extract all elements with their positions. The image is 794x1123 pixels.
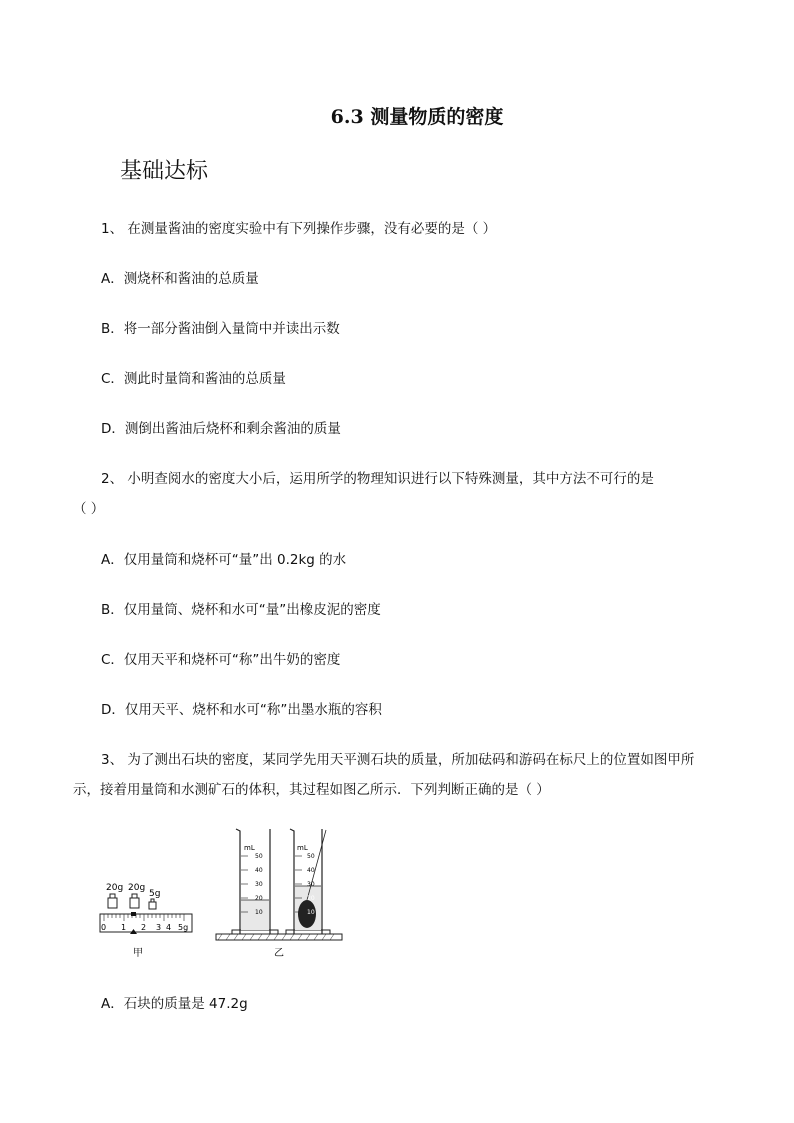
scale-tick-2: 2 [141,923,147,932]
cylinder-2-tick-30: 30 [307,881,315,888]
question-3-stem-line2: 示，接着用量筒和水测矿石的体积，其过程如图乙所示．下列判断正确的是（ ） [73,782,550,798]
question-2-stem-line2: （ ） [73,501,105,517]
cylinder-2-tick-40: 40 [307,867,315,874]
question-2-stem-line1: 2、 小明查阅水的密度大小后，运用所学的物理知识进行以下特殊测量，其中方法不可行的是 [101,471,654,487]
question-1-stem: 1、 在测量酱油的密度实验中有下列操作步骤，没有必要的是（ ） [101,221,497,237]
question-2-option-b: B．仅用量筒、烧杯和水可“量”出橡皮泥的密度 [101,602,381,618]
question-1-option-a: A．测烧杯和酱油的总质量 [101,271,259,287]
weight-5g [149,899,156,909]
scale-tick-1: 1 [121,923,127,932]
weight-20g-1 [108,894,117,908]
section-heading: 基础达标 [120,159,209,184]
question-1-option-c: C．测此时量筒和酱油的总质量 [101,371,286,387]
scale-tick-0: 0 [101,923,107,932]
cylinder-2-tick-50: 50 [307,853,315,860]
scale-tick-3: 3 [156,923,162,932]
question-3-option-a: A．石块的质量是 47.2g [101,996,248,1012]
weight-20g-2 [130,894,139,908]
question-2-option-c: C．仅用天平和烧杯可“称”出牛奶的密度 [101,652,341,668]
cylinder-2-tick-10: 10 [307,909,315,916]
cylinder-1-tick-10: 10 [255,909,263,916]
weight-label-3: 5g [149,889,161,899]
cylinder-1-tick-20: 20 [255,895,263,902]
figure-label-yi: 乙 [274,948,284,959]
base-hatching [218,934,334,940]
question-1-option-d: D．测倒出酱油后烧杯和剩余酱油的质量 [101,421,341,437]
weight-label-1: 20g [106,883,124,893]
rider-marker [131,912,136,916]
cylinder-1-tick-30: 30 [255,881,263,888]
cylinder-2-tick-20: 20 [307,895,315,902]
cylinder-1-tick-40: 40 [255,867,263,874]
experiment-figure [98,826,358,966]
cylinder-1-tick-50: 50 [255,853,263,860]
balance-and-cylinders-diagram [98,826,358,966]
question-2-option-a: A．仅用量筒和烧杯可“量”出 0.2kg 的水 [101,552,347,568]
weight-label-2: 20g [128,883,146,893]
figure-label-jia: 甲 [133,948,143,959]
question-2-option-d: D．仅用天平、烧杯和水可“称”出墨水瓶的容积 [101,702,382,718]
cylinder-1-unit: mL [244,844,255,852]
scale-minor-ticks [104,914,184,921]
page-title: 6.3 测量物质的密度 [330,106,504,128]
cylinder-2-unit: mL [297,844,308,852]
question-1-option-b: B．将一部分酱油倒入量筒中并读出示数 [101,321,340,337]
question-3-stem-line1: 3、 为了测出石块的密度，某同学先用天平测石块的质量，所加砝码和游码在标尺上的位置如图甲所 [101,752,695,768]
scale-tick-5: 5g [178,923,189,932]
scale-tick-4: 4 [166,923,172,932]
